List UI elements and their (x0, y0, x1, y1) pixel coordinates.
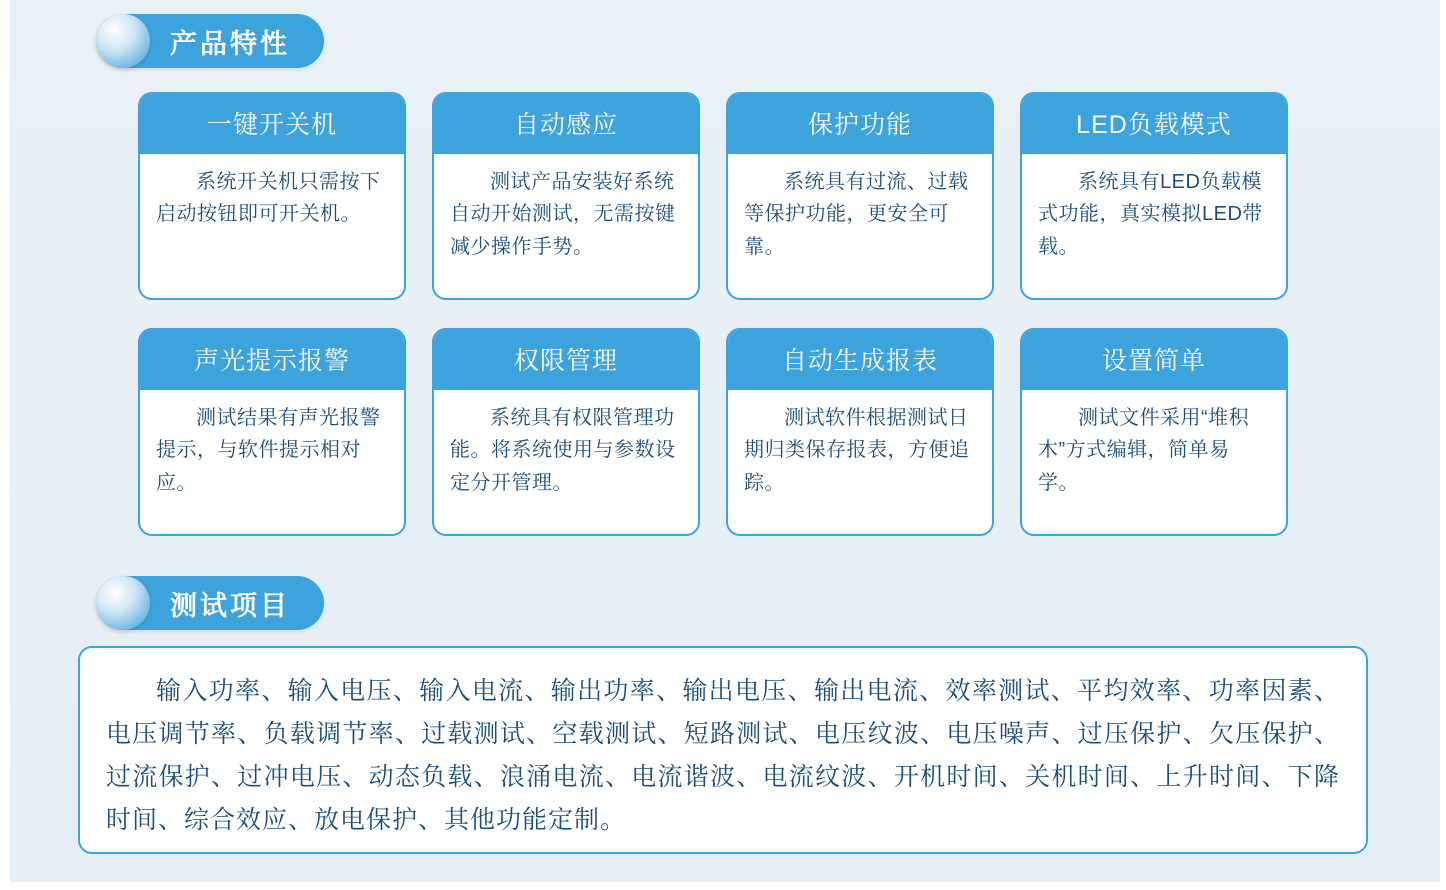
feature-card (1020, 328, 1288, 536)
test-items-text: 输入功率、输入电压、输入电流、输出功率、输出电压、输出电流、效率测试、平均效率、功率因素、电压调节率、负载调节率、过载测试、空载测试、短路测试、电压纹波、电压噪声、过压保护、欠压保护、过流保护、过冲电压、动态负载、浪涌电流、电流谐波、电流纹波、开机时间、关机时间、上升时间、下降时间、综合效应、放电保护、其他功能定制。 (106, 677, 1340, 834)
sphere-bullet-icon (96, 576, 150, 630)
feature-card-body: 系统具有权限管理功能。将系统使用与参数设定分开管理。 (450, 407, 676, 494)
feature-card (138, 92, 406, 300)
feature-card-title: 权限管理 (434, 330, 698, 390)
feature-card (726, 328, 994, 536)
features-section-heading (96, 14, 324, 68)
sphere-bullet-icon (96, 14, 150, 68)
page-edge-right (1440, 0, 1446, 890)
feature-card-title: 保护功能 (728, 94, 992, 154)
feature-card-body: 测试结果有声光报警提示，与软件提示相对应。 (156, 407, 381, 494)
feature-card-grid (138, 92, 1308, 536)
test-items-section-heading (96, 576, 324, 630)
features-heading-pill (96, 14, 324, 68)
feature-card-title: 设置简单 (1022, 330, 1286, 390)
features-heading-label: 产品特性 (170, 28, 290, 59)
feature-card-body: 系统开关机只需按下启动按钮即可开关机。 (156, 171, 381, 226)
feature-card-body: 测试软件根据测试日期归类保存报表，方便追踪。 (744, 407, 970, 494)
feature-card-body: 系统具有LED负载模式功能，真实模拟LED带载。 (1038, 171, 1263, 258)
feature-card-title: LED负载模式 (1022, 94, 1286, 154)
feature-card-title: 声光提示报警 (140, 330, 404, 390)
feature-card-title: 一键开关机 (140, 94, 404, 154)
feature-card (432, 328, 700, 536)
feature-card (432, 92, 700, 300)
page-edge-bottom (0, 882, 1446, 890)
feature-card-body: 测试产品安装好系统自动开始测试，无需按键减少操作手势。 (450, 171, 676, 258)
feature-card-title: 自动感应 (434, 94, 698, 154)
page-edge-left (0, 0, 10, 890)
feature-card (1020, 92, 1288, 300)
test-items-box (78, 646, 1368, 854)
feature-card (138, 328, 406, 536)
feature-card-body: 系统具有过流、过载等保护功能，更安全可靠。 (744, 171, 969, 258)
feature-card-title: 自动生成报表 (728, 330, 992, 390)
test-items-heading-label: 测试项目 (170, 590, 290, 621)
test-items-heading-pill (96, 576, 324, 630)
feature-card-body: 测试文件采用“堆积木”方式编辑，简单易学。 (1038, 407, 1250, 494)
feature-card (726, 92, 994, 300)
